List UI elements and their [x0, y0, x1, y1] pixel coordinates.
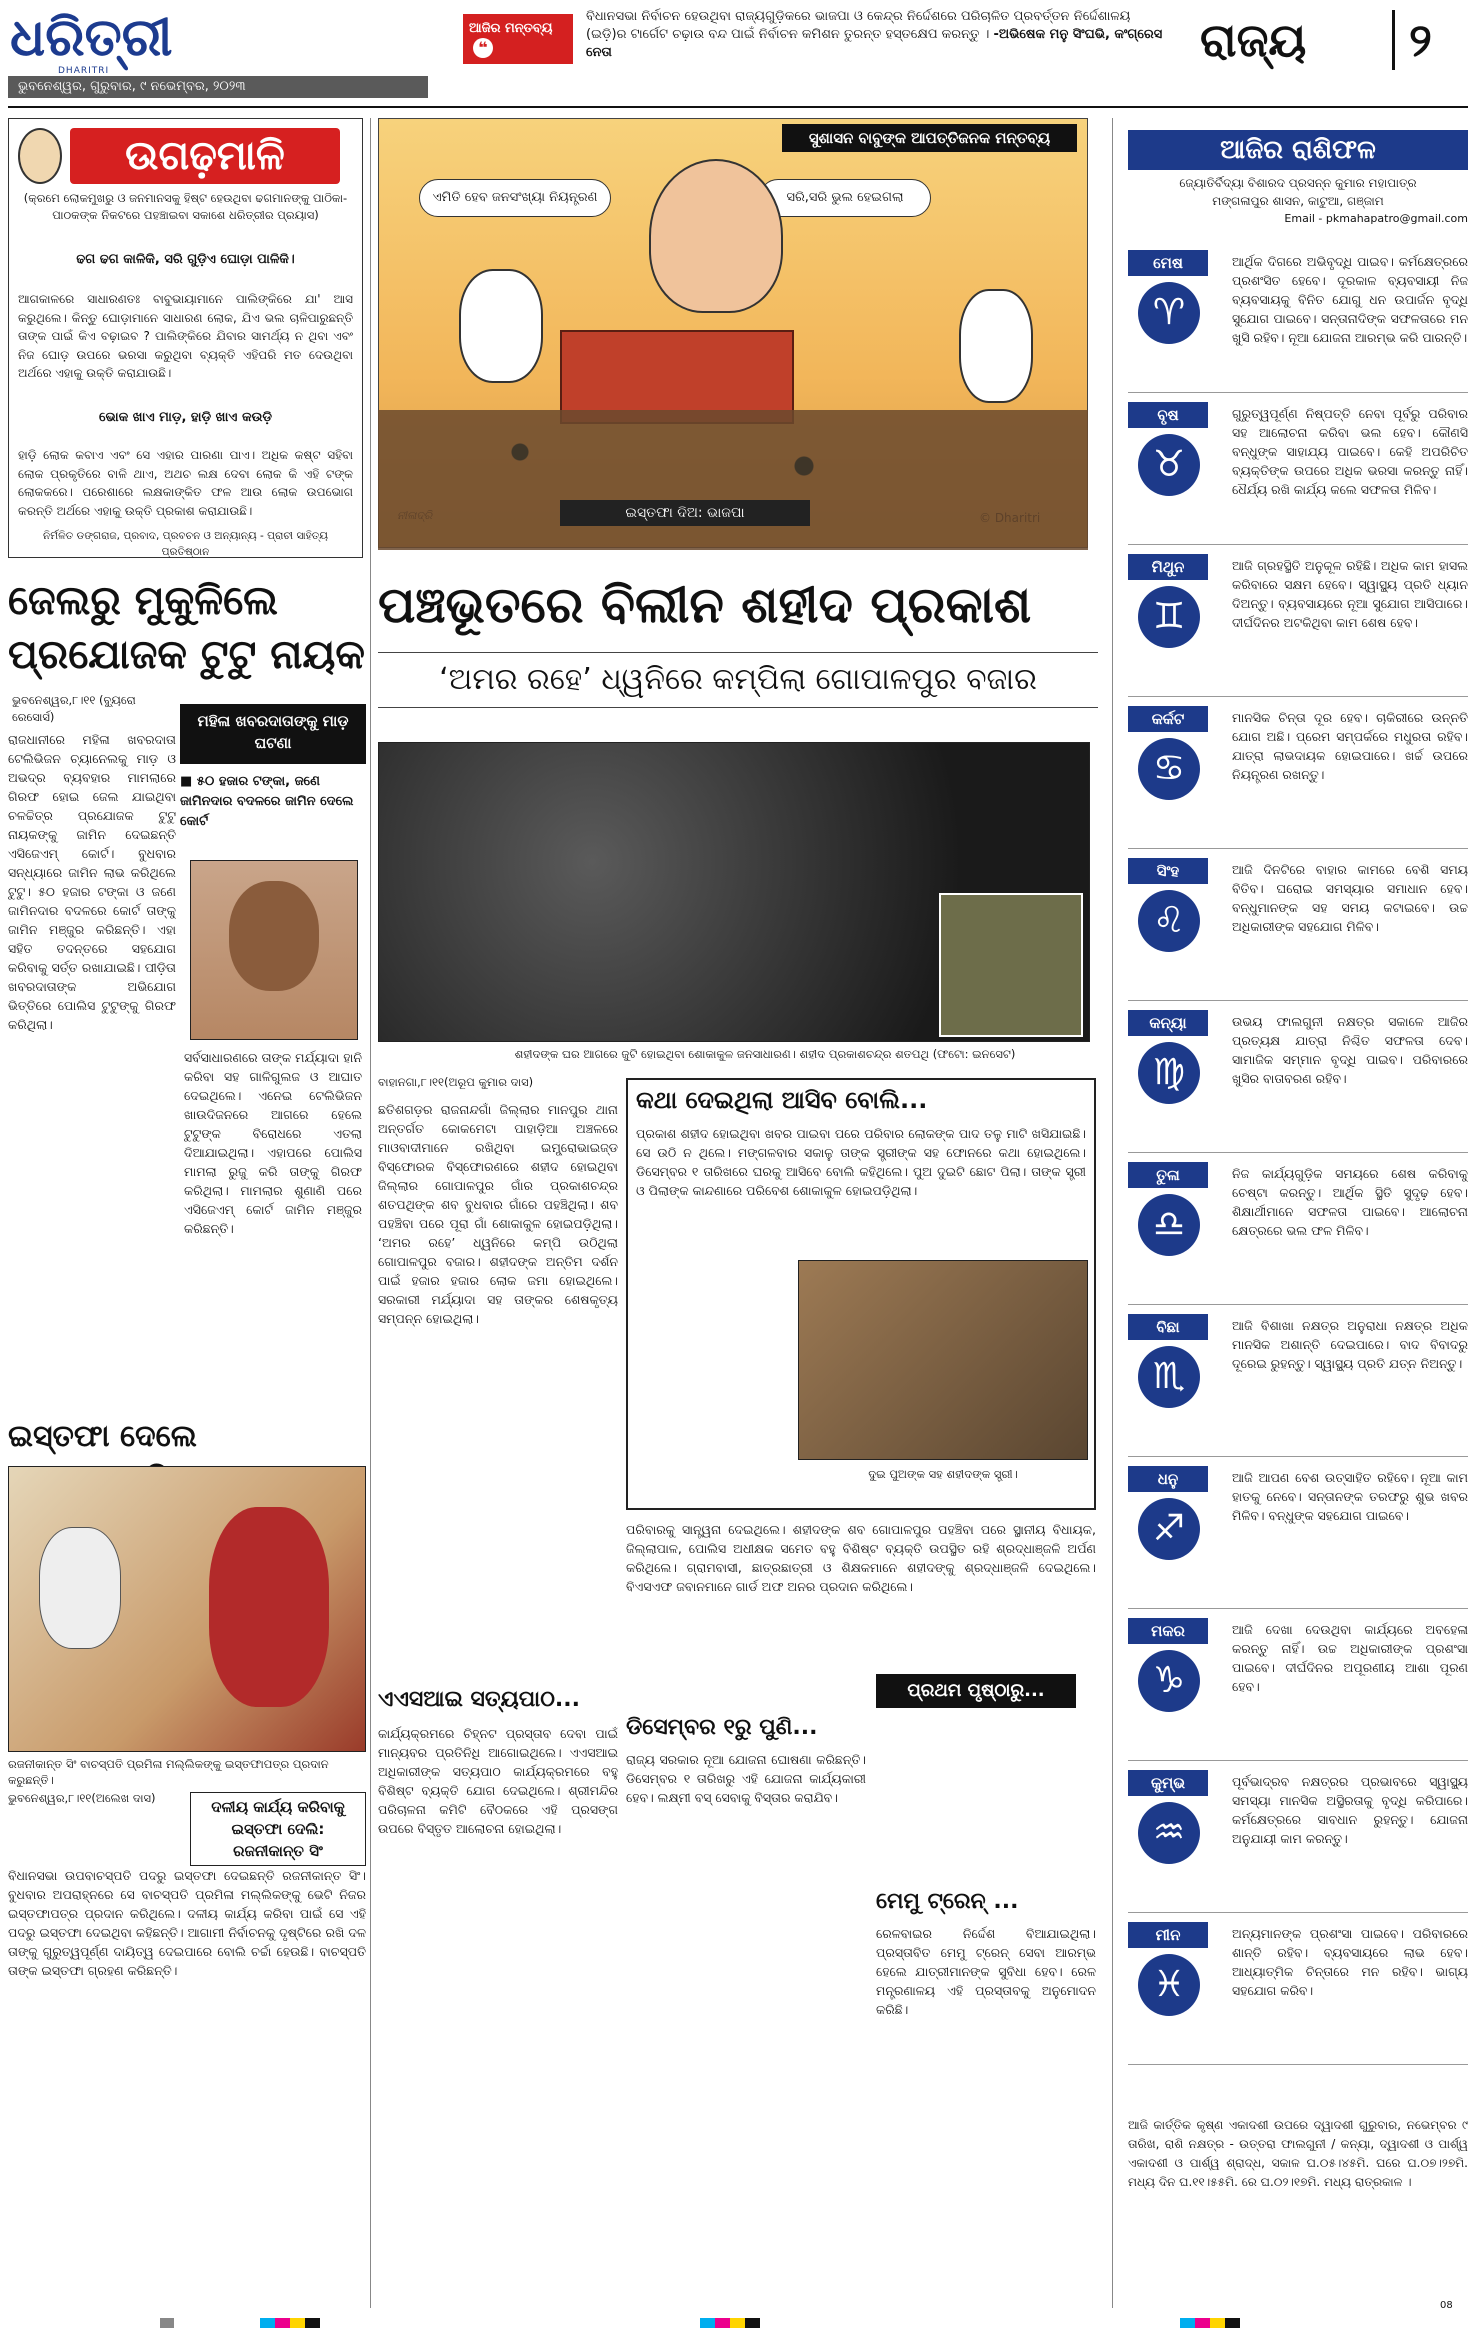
color-registration-bar — [1180, 2318, 1240, 2328]
upabachaspati-dateline: ଭୁବନେଶ୍ୱର,୮।୧୧(ଅଲେଖ ଦାସ) — [8, 1791, 156, 1805]
zodiac-prediction: ମାନସିକ ଚିନ୍ତା ଦୂର ହେବ। ଚାକିରୀରେ ଉନ୍ନତି ଯୋଗ ଅଛି। ପ୍ରେମ ସମ୍ପର୍କରେ ମଧୁରତା ରହିବ। ଯାତ୍ରା ଲାଭଦାୟକ ହୋଇପାରେ। ଖର୍ଚ୍ଚ ଉପରେ ନିୟନ୍ତ୍ରଣ ରଖନ୍ତୁ। — [1232, 710, 1468, 782]
dateline: ଭୁବନେଶ୍ୱର, ଗୁରୁବାର, ୯ ନଭେମ୍ବର, ୨୦୨୩ — [8, 76, 428, 98]
katha-body: ପ୍ରକାଶ ଶହୀଦ ହୋଇଥିବା ଖବର ପାଇବା ପରେ ପରିବାର ଲୋକଙ୍କ ପାଦ ତଳୁ ମାଟି ଖସିଯାଇଛି। ସେ ଉଠି ନ ଥିଲେ। ମଙ୍ଗଳବାର ସକାଳୁ ତାଙ୍କ ସ୍ତ୍ରୀଙ୍କ ସହ ଫୋନରେ କଥା ହୋଇଥିଲେ। ଡିସେମ୍ବର ୧ ତାରିଖରେ ଘରକୁ ଆସିବେ ବୋଲି କହିଥିଲେ। ପୁଅ ଦୁଇଟି ଛୋଟ ପିଲା। ତାଙ୍କ ସ୍ତ୍ରୀ ଓ ପିଲାଙ୍କ କାନ୍ଦଣାରେ ପରିବେଶ ଶୋକାକୁଳ ହୋଇପଡ଼ିଥିଲା। — [636, 1126, 1086, 1198]
zodiac-sign-2 — [1128, 402, 1234, 496]
ugha-dhaga-1-body: ଆଗକାଳରେ ସାଧାରଣତଃ ବାବୁଭାୟାମାନେ ପାଲିଙ୍କିରେ ଯା' ଆସ କରୁଥିଲେ। କିନ୍ତୁ ଘୋଡ଼ାମାନେ ସାଧାରଣ ଲୋକ, ଯିଏ ଭଲ ଚାଳିପାରୁଛନ୍ତି ତାଙ୍କ ପାଇଁ କିଏ ବଢ଼ାଇବ ? ପାଲିଙ୍କିରେ ଯିବାର ସାମର୍ଥ୍ୟ ନ ଥିବା ଏବଂ ନିଜ ଘୋଡ଼ ଉପରେ ଭରସା କରୁଥିବା ବ୍ୟକ୍ତି ଏହିପରି ମତ ଦେଉଥିବା ଅର୍ଥରେ ଏହାକୁ ଉକ୍ତି କରାଯାଉଛି। — [18, 292, 353, 380]
ugha-dhaga-2-body: ହାଡ଼ି ଲୋକ କବାଏ ଏବଂ ସେ ଏହାର ପାରଣା ପାଏ। ଅଧିକ କଷ୍ଟ ସହିବା ଲୋକ ପ୍ରକୃତିରେ ବାଳି ଥାଏ, ଅଥଚ ଲକ୍ଷ ଦେବା ଲୋକ କି ଏହି ଟଙ୍କ ଲୋକକରେ। ପରେଶାରେ ଲକ୍ଷକାଙ୍କିତ ଫଳ ଆଉ ଲୋକ ଉପଭୋଗ କରନ୍ତି ଅର୍ଥରେ ଏହାକୁ ଉକ୍ତି ପ୍ରକାଶ କରାଯାଉଛି। — [18, 448, 353, 518]
mantavya-quote — [586, 8, 1166, 82]
shahid-dateline: ବାହାନଗା,୮।୧୧(ଅରୂପ କୁମାର ଦାସ) — [378, 1075, 534, 1089]
tutu-photo — [190, 860, 358, 1040]
mascot-icon — [18, 128, 62, 184]
zodiac-icon: ♎ — [1138, 1194, 1200, 1256]
ugha-dhaga-2-title: ଭୋକ ଖାଏ ମାଡ଼, ହାଡ଼ି ଖାଏ କଉଡ଼ି — [98, 410, 273, 425]
zodiac-label: ମକର — [1128, 1618, 1208, 1644]
zodiac-label: ମୀନ — [1128, 1922, 1208, 1948]
zodiac-label: କର୍କଟ — [1128, 706, 1208, 732]
header-rule — [8, 106, 1468, 108]
zodiac-prediction: ଆର୍ଥିକ ଦିଗରେ ଅଭିବୃଦ୍ଧି ପାଇବ। କର୍ମକ୍ଷେତ୍ରରେ ପ୍ରଶଂସିତ ହେବେ। ଦୂରକାଳ ବ୍ୟବସାୟୀ ନିଜ ବ୍ୟବସାୟକୁ ବିନିତ ଯୋଗୁ ଧନ ଉପାର୍ଜନ ବୃଦ୍ଧି ସୁଯୋଗ ପାଇବେ। ସନ୍ତାନାଦିଙ୍କ ସଫଳତାରେ ମନ ଖୁସି ରହିବ। ନୂଆ ଯୋଜନା ଆରମ୍ଭ କରି ପାରନ୍ତି। — [1232, 254, 1468, 345]
page-number: ୨ — [1392, 10, 1452, 70]
upabachaspati-caption: ରଜନୀକାନ୍ତ ସିଂ ବାଚସ୍ପତି ପ୍ରମିଳା ମଲ୍ଲିକଙ୍କୁ ଇସ୍ତଫାପତ୍ର ପ୍ରଦାନ କରୁଛନ୍ତି। — [8, 1757, 329, 1787]
satyapath-headline: ଏଏସଆଇ ସତ୍ୟପାଠ... — [378, 1687, 580, 1712]
zodiac-icon: ♐ — [1138, 1498, 1200, 1560]
memu-headline: ମେମୁ ଟ୍ରେନ୍ ... — [876, 1889, 1019, 1914]
katha-family-photo — [798, 1260, 1088, 1460]
protester-figure — [959, 289, 1033, 403]
zodiac-label: ମେଷ — [1128, 250, 1208, 276]
portrait-face — [229, 881, 319, 991]
zodiac-divider — [1128, 1608, 1468, 1609]
zodiac-label: ଧନୁ — [1128, 1466, 1208, 1492]
shahid-headline: ପଞ୍ଚଭୂତରେ ବିଲୀନ ଶହୀଦ ପ୍ରକାଶ — [378, 576, 1032, 634]
zodiac-icon: ♋ — [1138, 738, 1200, 800]
zodiac-prediction: ଆଜି ଦେଖା ଦେଉଥିବା କାର୍ଯ୍ୟରେ ଅବହେଳା କରନ୍ତୁ ନାହିଁ। ଉଚ୍ଚ ଅଧିକାରୀଙ୍କ ପ୍ରଶଂସା ପାଇବେ। ଦୀର୍ଘଦିନର ଅପୂରଣୀୟ ଆଶା ପୂରଣ ହେବ। — [1232, 1622, 1468, 1694]
zodiac-prediction: ଆଜି ବିଶାଖା ନକ୍ଷତ୍ର ଅନୁରାଧା ନକ୍ଷତ୍ର ଅଧିକ ମାନସିକ ଅଶାନ୍ତି ଦେଇପାରେ। ବାଦ ବିବାଦରୁ ଦୂରେଇ ରୁହନ୍ତୁ। ସ୍ୱାସ୍ଥ୍ୟ ପ୍ରତି ଯତ୍ନ ନିଅନ୍ତୁ। — [1232, 1318, 1468, 1371]
zodiac-label: ସିଂହ — [1128, 858, 1208, 884]
zodiac-divider — [1128, 1152, 1468, 1153]
panji-text: ଆଜି କାର୍ତ୍ତିକ କୃଷ୍ଣ ଏକାଦଶୀ ଉପରେ ଦ୍ୱାଦଶୀ ଗୁରୁବାର, ନଭେମ୍ବର ୯ ତାରିଖ, ରାଶି ନକ୍ଷତ୍ର - ଉତ୍ତରା ଫାଲଗୁନୀ / କନ୍ୟା, ଦ୍ୱାଦଶୀ ଓ ପାର୍ଶ୍ୱ ଏକାଦଶୀ ଓ ପାର୍ଶ୍ୱ ଶ୍ରାଦ୍ଧ, ସକାଳ ଘ.୦୫।୪୫ମି. ଘରେ ଘ.୦୭।୨୭ମି. ମଧ୍ୟ ଦିନ ଘ.୧୧।୫୫ମି. ରେ ଘ.୦୨।୧୭ମି. ମଧ୍ୟ ରାତ୍ରକାଳ । — [1128, 2118, 1468, 2189]
ugha-intro: (କ୍ରମେ ଲୋକମୁଖରୁ ଓ ଜନମାନସକୁ ହିଷ୍ଟ ହେଉଥିବା ଢଗମାନଙ୍କୁ ପାଠିକା-ପାଠକଙ୍କ ନିକଟରେ ପହଞ୍ଚାଇବା ସକାଶେ ଧରିତ୍ରୀର ପ୍ରୟାସ) — [23, 191, 348, 222]
column-rule — [1112, 118, 1113, 2308]
cartoon-caption: ଇସ୍ତଫା ଦିଅ: ଭାଜପା — [560, 500, 810, 526]
upabachaspati-kicker: ଦଳୀୟ କାର୍ଯ୍ୟ କରିବାକୁ ଇସ୍ତଫା ଦେଲି: ରଜନୀକାନ୍ତ ସିଂ — [190, 1792, 366, 1866]
page-code: 08 — [1440, 2300, 1453, 2311]
zodiac-divider — [1128, 1304, 1468, 1305]
zodiac-divider — [1128, 392, 1468, 393]
satyapath-body: କାର୍ଯ୍ୟକ୍ରମରେ ଚିହ୍ନଟ ପ୍ରସ୍ତାବ ଦେବା ପାଇଁ ମାନ୍ୟବର ପ୍ରତିନିଧି ଆଗୋଇଥିଲେ। ଏଏସଆଇ ଅଧିକାରୀଙ୍କ ସତ୍ୟପାଠ କାର୍ଯ୍ୟକ୍ରମରେ ବହୁ ବିଶିଷ୍ଟ ବ୍ୟକ୍ତି ଯୋଗ ଦେଇଥିଲେ। ଶ୍ରୀମନ୍ଦିର ପରିଚାଳନା କମିଟି ବୈଠକରେ ଏହି ପ୍ରସଙ୍ଗ ଉପରେ ବିସ୍ତୃତ ଆଲୋଚନା ହୋଇଥିଲା। — [378, 1726, 618, 1836]
upabachaspati-photo — [8, 1466, 366, 1752]
katha-headline: କଥା ଦେଇଥିଲା ଆସିବ ବୋଲି... — [636, 1086, 928, 1114]
zodiac-icon: ♑ — [1138, 1650, 1200, 1712]
logo-subtitle: DHARITRI — [58, 66, 110, 76]
photo-figure-left — [39, 1527, 121, 1649]
zodiac-sign-3 — [1128, 554, 1234, 648]
zodiac-sign-5 — [1128, 858, 1234, 952]
newspaper-logo: ଧରିତ୍ରୀ — [10, 7, 173, 68]
registration-mark — [160, 2318, 174, 2328]
zodiac-divider — [1128, 1760, 1468, 1761]
cartoon-header: ସୁଶାସନ ବାବୁଙ୍କ ଆପତ୍ତିଜନକ ମନ୍ତବ୍ୟ — [782, 124, 1077, 152]
upabachaspati-headline: ଇସ୍ତଫା ଦେଲେ — [8, 1419, 197, 1454]
color-registration-bar — [260, 2318, 320, 2328]
reporter-figure — [459, 269, 543, 383]
color-registration-bar — [700, 2318, 760, 2328]
zodiac-sign-1 — [1128, 250, 1234, 344]
zodiac-prediction: ନିଜ କାର୍ଯ୍ୟଗୁଡ଼ିକ ସମୟରେ ଶେଷ କରିବାକୁ ଚେଷ୍ଟା କରନ୍ତୁ। ଆର୍ଥିକ ସ୍ଥିତି ସୁଦୃଢ଼ ହେବ। ଶିକ୍ଷାର୍ଥୀମାନେ ସଫଳତା ପାଇବେ। ଆଲୋଚନା କ୍ଷେତ୍ରରେ ଭଲ ଫଳ ମିଳିବ। — [1232, 1166, 1468, 1238]
inset-portrait — [939, 893, 1083, 1037]
zodiac-prediction: ଉଭୟ ଫାଲଗୁନୀ ନକ୍ଷତ୍ର ସକାଳେ ଆଜିର ପ୍ରତ୍ୟକ୍ଷ ଯାତ୍ରା ନିଶ୍ଚିତ ସଫଳତା ଦେବ। ସାମାଜିକ ସମ୍ମାନ ବୃଦ୍ଧି ପାଇବ। ପରିବାରରେ ଖୁସିର ବାତାବରଣ ରହିବ। — [1232, 1014, 1468, 1086]
zodiac-prediction: ଗୁରୁତ୍ୱପୂର୍ଣ୍ଣ ନିଷ୍ପତ୍ତି ନେବା ପୂର୍ବରୁ ପରିବାର ସହ ଆଲୋଚନା କରିବା ଭଲ ହେବ। କୌଣସି ବନ୍ଧୁଙ୍କ ସାହାଯ୍ୟ ପାଇବେ। କେହି ଅପରିଚିତ ବ୍ୟକ୍ତିଙ୍କ ଉପରେ ଅଧିକ ଭରସା କରନ୍ତୁ ନାହିଁ। ଧୈର୍ଯ୍ୟ ରଖି କାର୍ଯ୍ୟ କଲେ ସଫଳତା ମିଳିବ। — [1232, 406, 1468, 497]
speech-bubble-right: ସରି,ସରି ଭୁଲ ହେଇଗଲା — [759, 179, 931, 217]
zodiac-divider — [1128, 1000, 1468, 1001]
shahid-photo-caption: ଶହୀଦଙ୍କ ଘର ଆଗରେ ଜୁଟି ହୋଇଥିବା ଶୋକାକୁଳ ଜନସାଧାରଣ। ଶହୀଦ ପ୍ରକାଶଚନ୍ଦ୍ର ଶତପଥି (ଫଟୋ: ଇନସେଟ) — [514, 1047, 1016, 1061]
tutu-body-1: ରାଜଧାନୀରେ ମହିଳା ଖବରଦାତା ଟେଲିଭିଜନ ଚ୍ୟାନେଲକୁ ମାଡ଼ ଓ ଅଭଦ୍ର ବ୍ୟବହାର ମାମଲାରେ ଗିରଫ ହୋଇ ଜେଲ ଯାଇଥିବା ଚଳଚ୍ଚିତ୍ର ପ୍ରଯୋଜକ ଟୁଟୁ ନାୟକଙ୍କୁ ଜାମିନ ଦେଇଛନ୍ତି ଏସିଜେଏମ୍ କୋର୍ଟ। ବୁଧବାର ସନ୍ଧ୍ୟାରେ ଜାମିନ ଲାଭ କରିଥିଲେ ଟୁଟୁ। ୫୦ ହଜାର ଟଙ୍କା ଓ ଜଣେ ଜାମିନଦାର ବଦଳରେ କୋର୍ଟ ତାଙ୍କୁ ଜାମିନ ମଞ୍ଜୁର କରିଛନ୍ତି। ଏହା ସହିତ ତଦନ୍ତରେ ସହଯୋଗ କରିବାକୁ ସର୍ତ୍ତ ରଖାଯାଇଛି। ପୀଡ଼ିତା ଖବରଦାତାଙ୍କ ଅଭିଯୋଗ ଭିତ୍ତିରେ ପୋଲିସ ଟୁଟୁଙ୍କୁ ଗିରଫ କରିଥିଲା। — [8, 732, 176, 1032]
prathama-headline: ଡିସେମ୍ବର ୧ରୁ ପୁଣି... — [626, 1715, 818, 1740]
zodiac-prediction: ଆଜି ଦିନଟିରେ ବାହାର କାମରେ ବେଶି ସମୟ ବିତିବ। ଘରୋଇ ସମସ୍ୟାର ସମାଧାନ ହେବ। ବନ୍ଧୁମାନଙ୍କ ସହ ସମୟ କଟାଇବେ। ଉଚ୍ଚ ଅଧିକାରୀଙ୍କ ସହଯୋଗ ମିଳିବ। — [1232, 862, 1468, 934]
zodiac-icon: ♓ — [1138, 1954, 1200, 2016]
ugha-credit: ନିର୍ମଳିତ ଡଙ୍ଗରାଜ, ପ୍ରବାଦ, ପ୍ରବଚନ ଓ ଅନ୍ୟାନ୍ୟ - ପ୍ରାଚୀ ସାହିତ୍ୟ ପ୍ରତିଷ୍ଠାନ — [43, 530, 328, 558]
rashifal-astrologer — [1128, 174, 1468, 230]
zodiac-sign-9 — [1128, 1466, 1234, 1560]
tutu-kicker: ମହିଳା ଖବରଦାତାଙ୍କୁ ମାଡ଼ ଘଟଣା — [180, 704, 366, 764]
zodiac-sign-7 — [1128, 1162, 1234, 1256]
prathama-body: ରାଜ୍ୟ ସରକାର ନୂଆ ଯୋଜନା ଘୋଷଣା କରିଛନ୍ତି। ଡିସେମ୍ବର ୧ ତାରିଖରୁ ଏହି ଯୋଜନା କାର୍ଯ୍ୟକାରୀ ହେବ। ଲକ୍ଷ୍ମୀ ବସ୍ ସେବାକୁ ବିସ୍ତାର କରାଯିବ। — [626, 1752, 866, 1805]
shahid-subhead: ‘ଅମର ରହେ’ ଧ୍ୱନିରେ କମ୍ପିଲା ଗୋପାଳପୁର ବଜାର — [378, 652, 1098, 708]
section-title: ରାଜ୍ୟ — [1200, 13, 1307, 67]
leader-figure — [649, 159, 783, 313]
zodiac-icon: ♉ — [1138, 434, 1200, 496]
zodiac-label: ତୁଳା — [1128, 1162, 1208, 1188]
astrologer-address: ମଙ୍ଗଳାପୁର ଶାସନ, କାଟୁଆ, ଗଞ୍ଜାମ — [1212, 194, 1384, 208]
tutu-dateline: ଭୁବନେଶ୍ୱର,୮।୧୧ (ବ୍ୟୁରୋ ରେସୋର୍ସ) — [12, 693, 136, 724]
photo-figure-right — [209, 1507, 329, 1707]
zodiac-divider — [1128, 1456, 1468, 1457]
mantavya-text: ବିଧାନସଭା ନିର୍ବାଚନ ହେଉଥିବା ରାଜ୍ୟଗୁଡ଼ିକରେ ଭାଜପା ଓ କେନ୍ଦ୍ର ନିର୍ଦ୍ଦେଶରେ ପରିଚାଳିତ ପ୍ରବର୍ତ୍ତନ ନିର୍ଦ୍ଦେଶାଳୟ (ଇଡ଼ି)ର ଟାର୍ଗେଟ ଚଢ଼ାଉ ବନ୍ଦ ପାଇଁ ନିର୍ବାଚନ କମିଶନ ତୁରନ୍ତ ହସ୍ତକ୍ଷେପ କରନ୍ତୁ । — [586, 9, 1131, 42]
zodiac-sign-10 — [1128, 1618, 1234, 1712]
zodiac-icon: ♈ — [1138, 282, 1200, 344]
zodiac-label: କନ୍ୟା — [1128, 1010, 1208, 1036]
tutu-body-2: ସର୍ବସାଧାରଣରେ ତାଙ୍କ ମର୍ଯ୍ୟାଦା ହାନି କରିବା ସହ ଗାଳିଗୁଲଜ ଓ ଆଘାତ ଦେଇଥିଲେ। ଏନେଇ ଟେଲିଭିଜନ ଖାଉଦିଜନରେ ଆଗରେ ହେଲେ ଟୁଟୁଙ୍କ ବିରୋଧରେ ଏତଲା ଦିଆଯାଇଥିଲା। ଏହାପରେ ପୋଲିସ ମାମଲା ରୁଜୁ କରି ତାଙ୍କୁ ଗିରଫ କରିଥିଲା। ମାମଲାର ଶୁଣାଣି ପରେ ଏସିଜେଏମ୍ କୋର୍ଟ ଜାମିନ ମଞ୍ଜୁର କରିଛନ୍ତି। — [184, 1050, 362, 1236]
zodiac-icon: ♊ — [1138, 586, 1200, 648]
mantavya-label: ଆଜିର ମନ୍ତବ୍ୟ — [469, 21, 553, 36]
zodiac-label: ମିଥୁନ — [1128, 554, 1208, 580]
mantavya-speaker: -ଅଭିଷେକ ମନୁ ସିଂଘଭି, କଂଗ୍ରେସ ନେତା — [586, 27, 1163, 60]
rashifal-title: ଆଜିର ରାଶିଫଳ — [1128, 130, 1468, 170]
zodiac-divider — [1128, 848, 1468, 849]
astrologer-name: ଜ୍ୟୋତିର୍ବିଦ୍ୟା ବିଶାରଦ ପ୍ରସନ୍ନ କୁମାର ମହାପାତ୍ର — [1179, 176, 1417, 190]
shahid-body-1: ଛତିଶଗଡ଼ର ରାଜନାନ୍ଦଗାଁ ଜିଲ୍ଲାର ମାନପୁର ଥାନା ଅନ୍ତର୍ଗତ କୋକମେଟା ପାହାଡ଼ିଆ ଅଞ୍ଚଳରେ ମାଓବାଦୀମାନେ ରଖିଥିବା ଇମ୍ପ୍ରୋଭାଇଜ୍ଡ ବିସ୍ଫୋରକ ବିସ୍ଫୋରଣରେ ଶହୀଦ ହୋଇଥିବା ଜିଲ୍ଲାର ଗୋପାଳପୁର ଗାଁର ପ୍ରକାଶଚନ୍ଦ୍ର ଶତପଥିଙ୍କ ଶବ ବୁଧବାର ଗାଁରେ ପହଞ୍ଚିଥିଲା। ଶବ ପହଞ୍ଚିବା ପରେ ପୂରା ଗାଁ ଶୋକାକୁଳ ହୋଇପଡ଼ିଥିଲା। ‘ଅମର ରହେ’ ଧ୍ୱନିରେ କମ୍ପି ଉଠିଥିଲା ଗୋପାଳପୁର ବଜାର। ଶହୀଦଙ୍କ ଅନ୍ତିମ ଦର୍ଶନ ପାଇଁ ହଜାର ହଜାର ଲୋକ ଜମା ହୋଇଥିଲେ। ସରକାରୀ ମର୍ଯ୍ୟାଦା ସହ ତାଙ୍କର ଶେଷକୃତ୍ୟ ସମ୍ପନ୍ନ ହୋଇଥିଲା। — [378, 1102, 618, 1326]
zodiac-prediction: ପୂର୍ବଭାଦ୍ରବ ନକ୍ଷତ୍ରର ପ୍ରଭାବରେ ସ୍ୱାସ୍ଥ୍ୟ ସମସ୍ୟା ମାନସିକ ଅସ୍ଥିରତାକୁ ବୃଦ୍ଧି କରିପାରେ। କର୍ମକ୍ଷେତ୍ରରେ ସାବଧାନ ରୁହନ୍ତୁ। ଯୋଜନା ଅନୁଯାୟୀ କାମ କରନ୍ତୁ। — [1232, 1774, 1468, 1846]
mantavya-badge — [463, 14, 573, 64]
ugha-mali-title: ଉଗଢ଼ମାଳି — [70, 128, 340, 184]
cartoon-crowd — [378, 410, 1088, 550]
speech-bubble-left: ଏମିତି ହେବ ଜନସଂଖ୍ୟା ନିୟନ୍ତ୍ରଣ — [419, 179, 611, 217]
zodiac-prediction: ଆଜି ଗ୍ରହସ୍ଥିତି ଅନୁକୂଳ ରହିଛି। ଅଧିକ କାମ ହାସଲ କରିବାରେ ସକ୍ଷମ ହେବେ। ସ୍ୱାସ୍ଥ୍ୟ ପ୍ରତି ଧ୍ୟାନ ଦିଅନ୍ତୁ। ବ୍ୟବସାୟରେ ନୂଆ ସୁଯୋଗ ଆସିପାରେ। ଦୀର୍ଘଦିନର ଅଟକିଥିବା କାମ ଶେଷ ହେବ। — [1232, 558, 1468, 630]
zodiac-icon: ♒ — [1138, 1802, 1200, 1864]
memu-body: ରେଳବାଇର ନିର୍ଦ୍ଦେଶ ବିଆଯାଇଥିଲା। ପ୍ରସ୍ତାବିତ ମେମୁ ଟ୍ରେନ୍ ସେବା ଆରମ୍ଭ ହେଲେ ଯାତ୍ରୀମାନଙ୍କ ସୁବିଧା ହେବ। ରେଳ ମନ୍ତ୍ରଣାଳୟ ଏହି ପ୍ରସ୍ତାବକୁ ଅନୁମୋଦନ କରିଛି। — [876, 1926, 1096, 2017]
zodiac-icon: ♏ — [1138, 1346, 1200, 1408]
zodiac-divider — [1128, 2064, 1468, 2065]
quote-icon: ❝ — [473, 38, 493, 58]
zodiac-label: କୁମ୍ଭ — [1128, 1770, 1208, 1796]
tutu-headline: ଜେଲରୁ ମୁକୁଳିଲେ ପ୍ରଯୋଜକ ଟୁଟୁ ନାୟକ — [8, 578, 365, 678]
zodiac-divider — [1128, 696, 1468, 697]
prathama-label: ପ୍ରଥମ ପୃଷ୍ଠାରୁ... — [876, 1674, 1076, 1708]
zodiac-sign-4 — [1128, 706, 1234, 800]
zodiac-label: ବିଛା — [1128, 1314, 1208, 1340]
column-rule — [370, 118, 371, 2308]
astrologer-email: Email - pkmahapatro@gmail.com — [1284, 212, 1468, 225]
katha-photo-caption: ଦୁଇ ପୁଅଙ୍କ ସହ ଶହୀଦଙ୍କ ସ୍ତ୍ରୀ। — [868, 1467, 1018, 1481]
shahid-body-2: ପରିବାରକୁ ସାନ୍ତ୍ୱନା ଦେଇଥିଲେ। ଶହୀଦଙ୍କ ଶବ ଗୋପାଳପୁର ପହଞ୍ଚିବା ପରେ ସ୍ଥାନୀୟ ବିଧାୟକ, ଜିଲ୍ଲାପାଳ, ପୋଲିସ ଅଧୀକ୍ଷକ ସମେତ ବହୁ ବିଶିଷ୍ଟ ବ୍ୟକ୍ତି ଉପସ୍ଥିତ ରହି ଶ୍ରଦ୍ଧାଞ୍ଜଳି ଅର୍ପଣ କରିଥିଲେ। ଗ୍ରାମବାସୀ, ଛାତ୍ରଛାତ୍ରୀ ଓ ଶିକ୍ଷକମାନେ ଶହୀଦଙ୍କୁ ଶ୍ରଦ୍ଧାଞ୍ଜଳି ଦେଇଥିଲେ। ବିଏସଏଫ ଜବାନମାନେ ଗାର୍ଡ ଅଫ ଅନର ପ୍ରଦାନ କରିଥିଲେ। — [626, 1522, 1096, 1594]
zodiac-divider — [1128, 1912, 1468, 1913]
zodiac-sign-6 — [1128, 1010, 1234, 1104]
zodiac-label: ବୃଷ — [1128, 402, 1208, 428]
shahid-crowd-photo — [378, 742, 1090, 1042]
zodiac-sign-11 — [1128, 1770, 1234, 1864]
zodiac-icon: ♍ — [1138, 1042, 1200, 1104]
upabachaspati-body: ବିଧାନସଭା ଉପବାଚସ୍ପତି ପଦରୁ ଇସ୍ତଫା ଦେଇଛନ୍ତି ରଜନୀକାନ୍ତ ସିଂ। ବୁଧବାର ଅପରାହ୍ନରେ ସେ ବାଚସ୍ପତି ପ୍ରମିଳା ମଲ୍ଲିକଙ୍କୁ ଭେଟି ନିଜର ଇସ୍ତଫାପତ୍ର ପ୍ରଦାନ କରିଥିଲେ। ଦଳୀୟ କାର୍ଯ୍ୟ କରିବା ପାଇଁ ସେ ଏହି ପଦରୁ ଇସ୍ତଫା ଦେଇଥିବା କହିଛନ୍ତି। ଆଗାମୀ ନିର୍ବାଚନକୁ ଦୃଷ୍ଟିରେ ରଖି ଦଳ ତାଙ୍କୁ ଗୁରୁତ୍ୱପୂର୍ଣ୍ଣ ଦାୟିତ୍ୱ ଦେଇପାରେ ବୋଲି ଚର୍ଚ୍ଚା ହେଉଛି। ବାଚସ୍ପତି ତାଙ୍କ ଇସ୍ତଫା ଗ୍ରହଣ କରିଛନ୍ତି। — [8, 1868, 366, 1978]
zodiac-prediction: ଆଜି ଆପଣ ବେଶ ଉତ୍ସାହିତ ରହିବେ। ନୂଆ କାମ ହାତକୁ ନେବେ। ସନ୍ତାନଙ୍କ ତରଫରୁ ଶୁଭ ଖବର ମିଳିବ। ବନ୍ଧୁଙ୍କ ସହଯୋଗ ପାଇବେ। — [1232, 1470, 1468, 1523]
zodiac-prediction: ଅନ୍ୟମାନଙ୍କ ପ୍ରଶଂସା ପାଇବେ। ପରିବାରରେ ଶାନ୍ତି ରହିବ। ବ୍ୟବସାୟରେ ଲାଭ ହେବ। ଆଧ୍ୟାତ୍ମିକ ଚିନ୍ତାରେ ମନ ରହିବ। ଭାଗ୍ୟ ସହଯୋଗ କରିବ। — [1232, 1926, 1468, 1998]
tutu-subhead: ■ ୫୦ ହଜାର ଟଙ୍କା, ଜଣେ ଜାମିନଦାର ବଦଳରେ ଜାମିନ ଦେଲେ କୋର୍ଟ — [180, 774, 354, 829]
zodiac-icon: ♌ — [1138, 890, 1200, 952]
zodiac-sign-8 — [1128, 1314, 1234, 1408]
zodiac-divider — [1128, 544, 1468, 545]
ugha-dhaga-1-title: ଢଗ ଢଗ କାଳିକି, ସରି ଗୁଡ଼ିଏ ଘୋଡ଼ା ପାଳିକି। — [76, 252, 295, 267]
zodiac-sign-12 — [1128, 1922, 1234, 2016]
